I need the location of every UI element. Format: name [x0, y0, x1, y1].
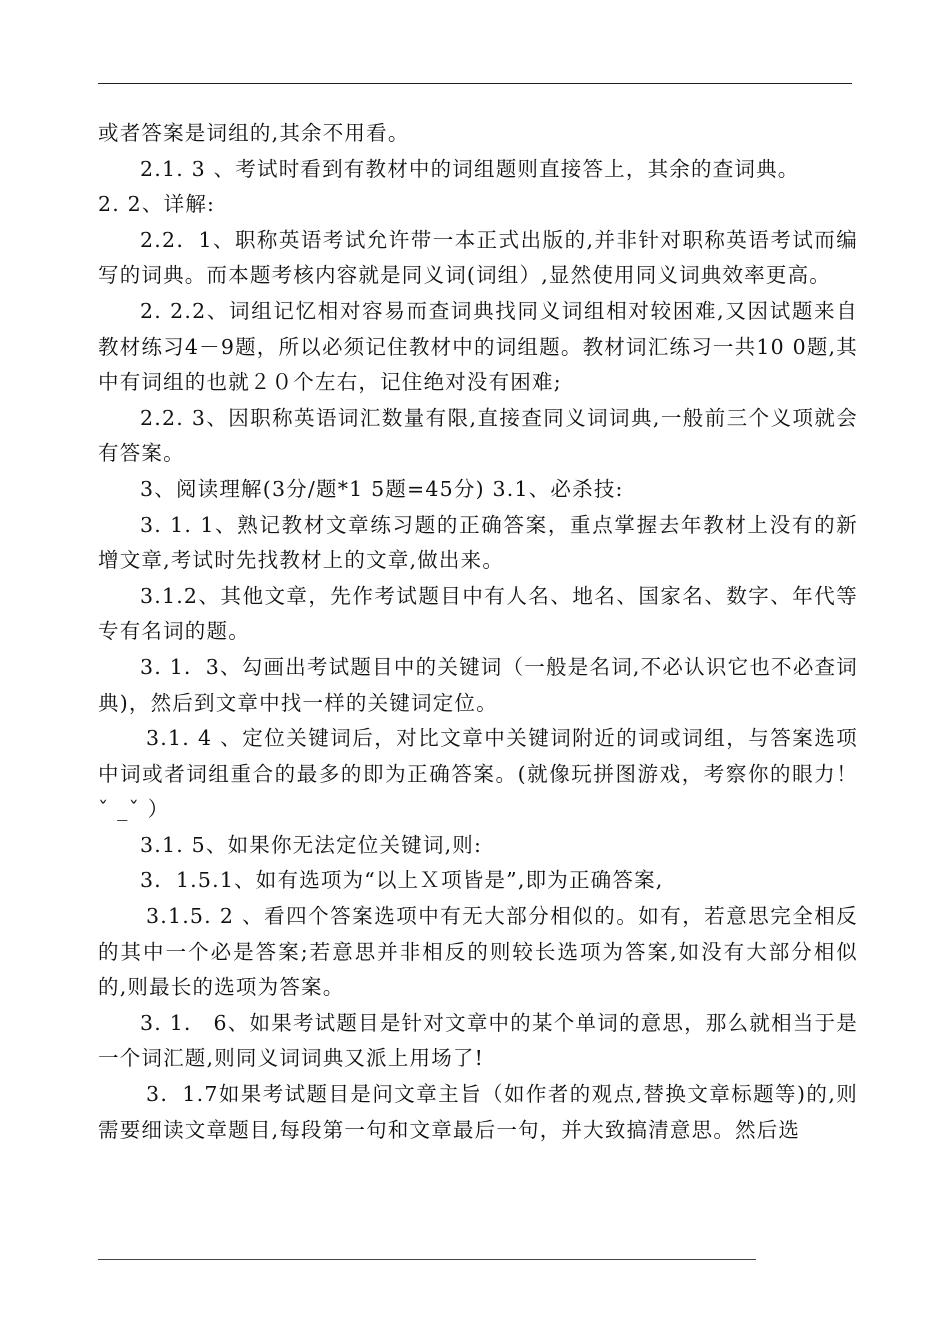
paragraph: 3.1.2、其他文章，先作考试题目中有人名、地名、国家名、数字、年代等专有名词的题。 [98, 583, 858, 644]
paragraph: 3．1.5.1、如有选项为“以上Ｘ项皆是”,即为正确答案, [140, 868, 664, 893]
paragraph: 3. 1． 6、如果考试题目是针对文章中的某个单词的意思，那么就相当于是一个词汇题,则同义词词典又派上用场了! [98, 1010, 858, 1071]
header-rule [98, 83, 852, 84]
paragraph: 3．1.7如果考试题目是问文章主旨（如作者的观点,替换文章标题等)的,则需要细读文章题目,每段第一句和文章最后一句，并大致搞清意思。然后选 [98, 1082, 858, 1142]
section-heading: 2. 2、详解: [98, 192, 216, 217]
paragraph: 3.1. 5、如果你无法定位关键词,则: [140, 832, 483, 857]
paragraph: 3. 1. 1、熟记教材文章练习题的正确答案，重点掌握去年教材上没有的新增文章,考试时先找教材上的文章,做出来。 [98, 512, 858, 573]
paragraph: 2.1. 3 、考试时看到有教材中的词组题则直接答上，其余的查词典。 [140, 156, 800, 181]
paragraph: 2.2．1、职称英语考试允许带一本正式出版的,并非针对职称英语考试而编写的词典。而本题考核内容就是同义词(词组）,显然使用同义词典效率更高。 [98, 227, 858, 288]
paragraph: 2.2. 3、因职称英语词汇数量有限,直接查同义词词典,一般前三个义项就会有答案。 [98, 405, 858, 466]
paragraph: 3.1.5. 2 、看四个答案选项中有无大部分相似的。如有，若意思完全相反的其中一个必是答案;若意思并非相反的则较长选项为答案,如没有大部分相似的,则最长的选项为答案。 [98, 904, 858, 1000]
paragraph: 2. 2.2、词组记忆相对容易而查词典找同义词组相对较困难,又因试题来自教材练习4－9题，所以必须记住教材中的词组题。教材词汇练习一共10 0题,其中有词组的也就２０个左右，记住绝对没有困难; [98, 298, 858, 395]
footer-rule [98, 1259, 756, 1260]
document-body [98, 116, 858, 1148]
section-heading: 3、阅读理解(3分/题*1 5题=45分) 3.1、必杀技: [140, 476, 624, 501]
paragraph: 3.1. 4 、定位关键词后，对比文章中关键词附近的词或词组，与答案选项中词或者词组重合的最多的即为正确答案。(就像玩拼图游戏，考察你的眼力！ ˇ _ˇ ） [98, 726, 858, 822]
paragraph: 或者答案是词组的,其余不用看。 [98, 121, 410, 145]
paragraph: 3. 1．3、勾画出考试题目中的关键词（一般是名词,不必认识它也不必查词典)，然后到文章中找一样的关键词定位。 [98, 654, 858, 715]
